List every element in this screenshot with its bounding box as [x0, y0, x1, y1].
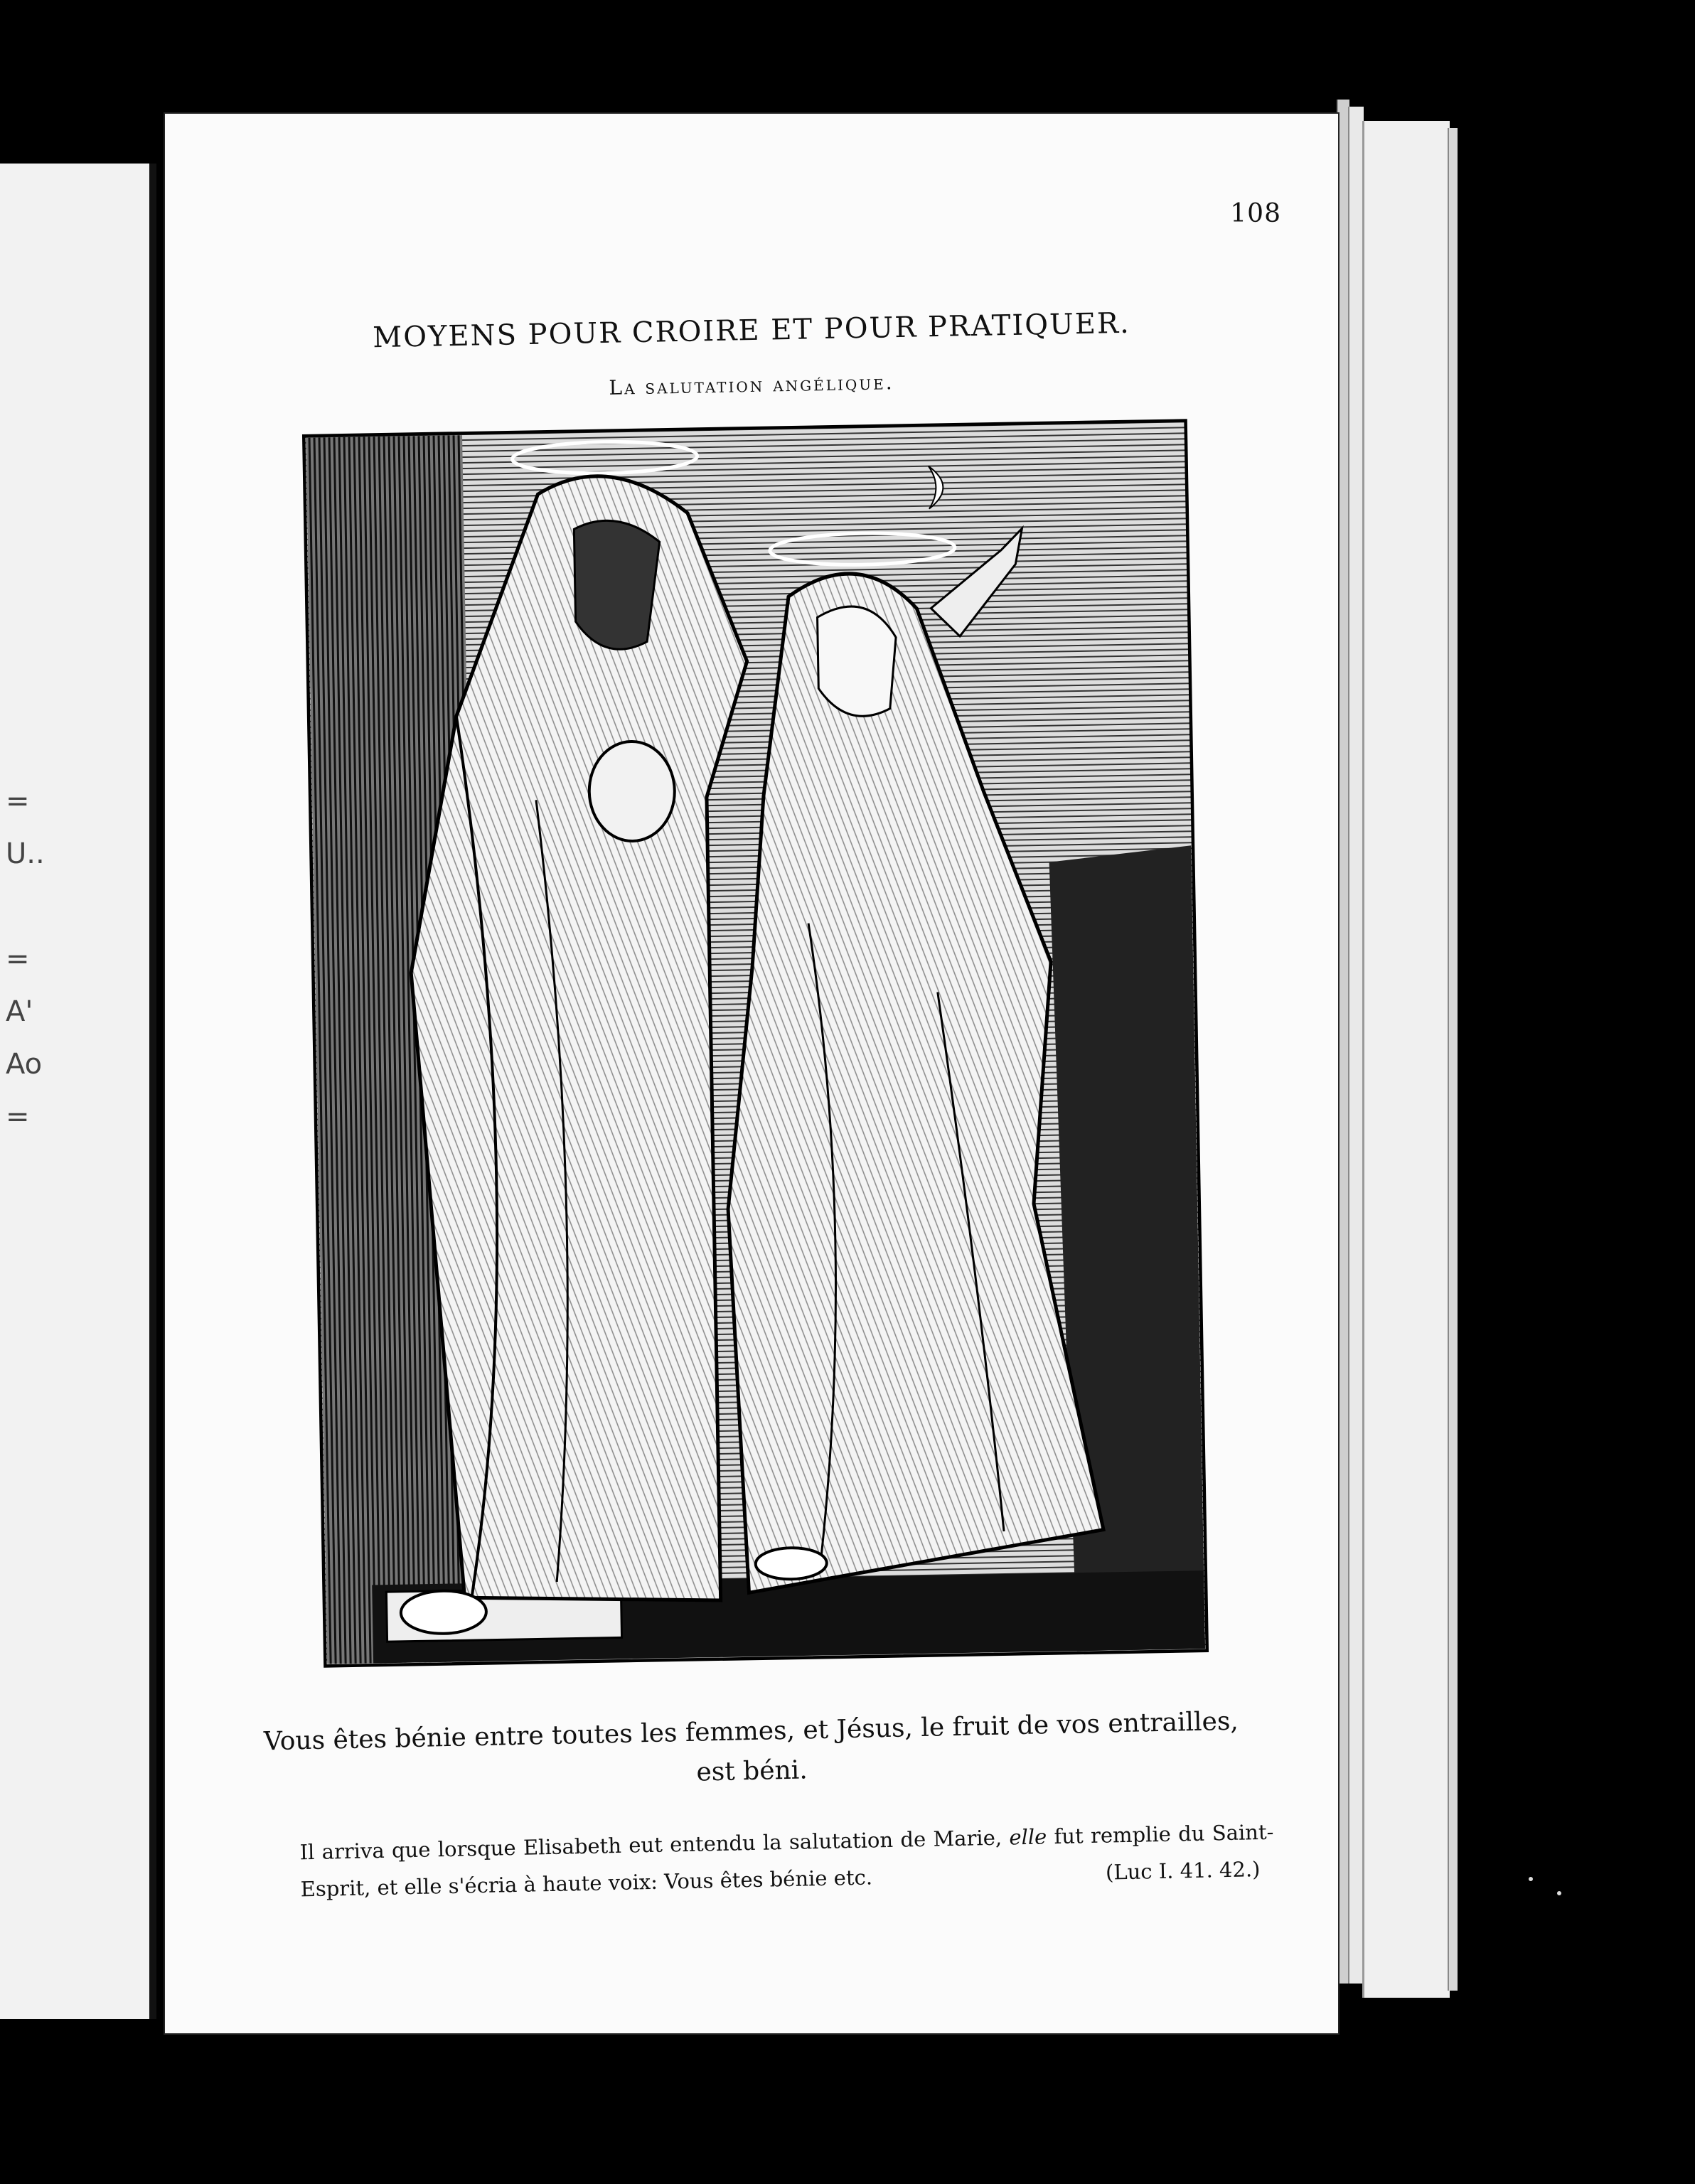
page-number: 108 [1230, 199, 1281, 228]
page-edge [1448, 128, 1458, 1991]
left-page-marks: = U.. = A' Ao = [6, 785, 45, 1133]
section-title: La salutation angélique. [609, 370, 894, 400]
dust-speck [1529, 1877, 1533, 1881]
engraving-illustration [302, 419, 1209, 1667]
verse-text-end: fut remplie du Saint-Esprit, et elle s'écria à haute voix: Vous êtes bénie etc. [300, 1819, 1274, 1902]
verse-reference: (Luc I. 41. 42.) [1105, 1857, 1261, 1885]
caption-line-1: Vous êtes bénie entre toutes les femmes, et Jésus, le fruit de vos entrailles, [263, 1706, 1239, 1757]
book-page [165, 114, 1338, 2033]
verse-text-start: Il arriva que lorsque Elisabeth eut entendu la salutation de Marie, [299, 1825, 1010, 1865]
illustration-caption [164, 1700, 1339, 1804]
page-edge [1348, 107, 1364, 1984]
running-head: MOYENS POUR CROIRE ET POUR PRATIQUER. [372, 306, 1131, 355]
left-facing-page [0, 164, 156, 2019]
verse-italic-word: elle [1009, 1824, 1047, 1850]
page-edge [1362, 121, 1450, 1998]
dust-speck [1557, 1891, 1561, 1895]
caption-line-2: est béni. [696, 1755, 808, 1787]
scripture-verse [299, 1814, 1275, 1908]
